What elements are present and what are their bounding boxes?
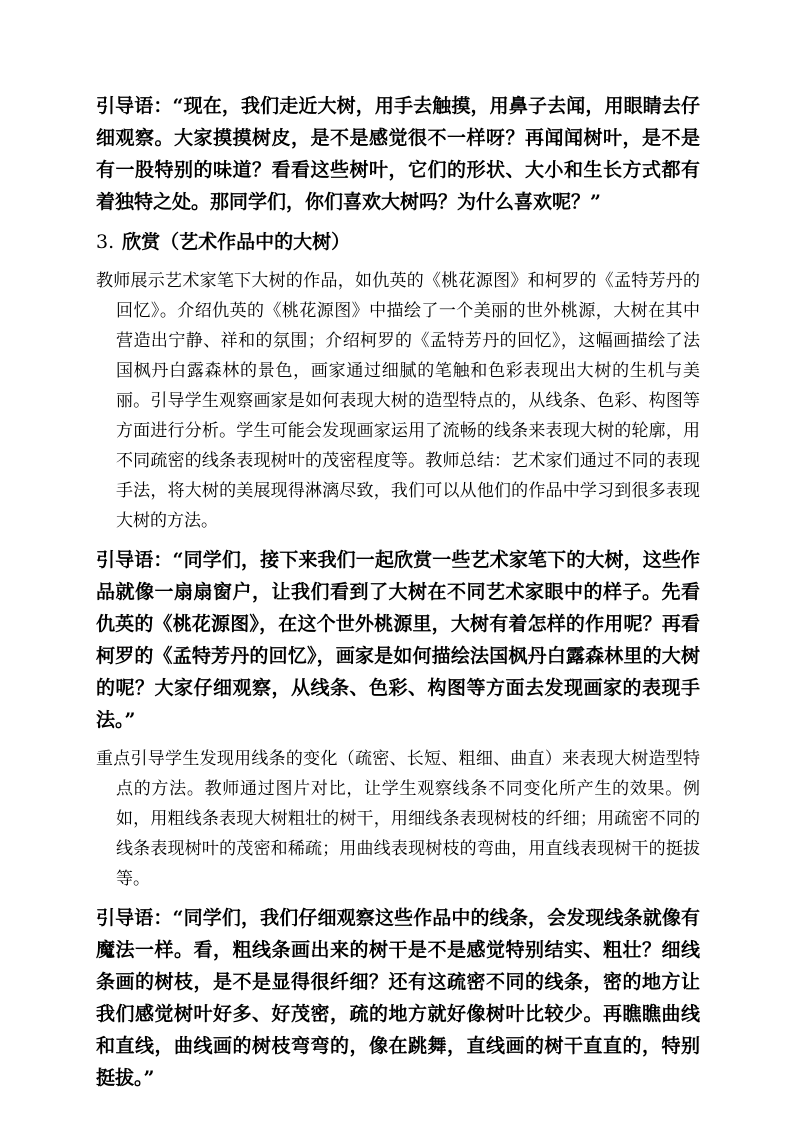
body-paragraph: 教师展示艺术家笔下大树的作品，如仇英的《桃花源图》和柯罗的《孟特芳丹的回忆》。介绍仇英的《桃花源图》中描绘了一个美丽的世外桃源，大树在其中营造出宁静、祥和的氛围；介绍柯罗的《孟特芳丹的回忆》，这幅画描绘了法国枫丹白露森林的景色，画家通过细腻的笔触和色彩表现出大树的生机与美丽。引导学生观察画家是如何表现大树的造型特点的，从线条、色彩、构图等方面进行分析。学生可能会发现画家运用了流畅的线条来表现大树的轮廓，用不同疏密的线条表现树叶的茂密程度等。教师总结：艺术家们通过不同的表现手法，将大树的美展现得淋漓尽致，我们可以从他们的作品中学习到很多表现大树的方法。 bbox=[96, 271, 700, 531]
guide-paragraph: 引导语：“同学们，接下来我们一起欣赏一些艺术家笔下的大树，这些作品就像一扇扇窗户，让我们看到了大树在不同艺术家眼中的样子。先看仇英的《桃花源图》，在这个世外桃源里，大树有着怎样的作用呢？再看柯罗的《孟特芳丹的回忆》，画家是如何描绘法国枫丹白露森林里的大树的呢？大家仔细观察，从线条、色彩、构图等方面去发现画家的表现手法。” bbox=[96, 549, 700, 731]
document-content bbox=[96, 90, 700, 1102]
section-heading bbox=[96, 226, 700, 258]
body-paragraph: 重点引导学生发现用线条的变化（疏密、长短、粗细、曲直）来表现大树造型特点的方法。教师通过图片对比，让学生观察线条不同变化所产生的效果。例如，用粗线条表现大树粗壮的树干，用细线条表现树枝的纤细；用疏密不同的线条表现树叶的茂密和稀疏；用曲线表现树枝的弯曲，用直线表现树干的挺拔等。 bbox=[96, 749, 700, 889]
guide-paragraph: 引导语：“现在，我们走近大树，用手去触摸，用鼻子去闻，用眼睛去仔细观察。大家摸摸树皮，是不是感觉很不一样呀？再闻闻树叶，是不是有一股特别的味道？看看这些树叶，它们的形状、大小和生长方式都有着独特之处。那同学们，你们喜欢大树吗？为什么喜欢呢？” bbox=[96, 95, 700, 213]
section-number: 3. bbox=[96, 231, 115, 253]
section-title: 欣赏（艺术作品中的大树） bbox=[122, 231, 351, 253]
guide-paragraph: 引导语：“同学们，我们仔细观察这些作品中的线条，会发现线条就像有魔法一样。看，粗线条画出来的树干是不是感觉特别结实、粗壮？细线条画的树枝，是不是显得很纤细？还有这疏密不同的线条，密的地方让我们感觉树叶好多、好茂密，疏的地方就好像树叶比较少。再瞧瞧曲线和直线，曲线画的树枝弯弯的，像在跳舞，直线画的树干直直的，特别挺拔。” bbox=[96, 907, 700, 1089]
